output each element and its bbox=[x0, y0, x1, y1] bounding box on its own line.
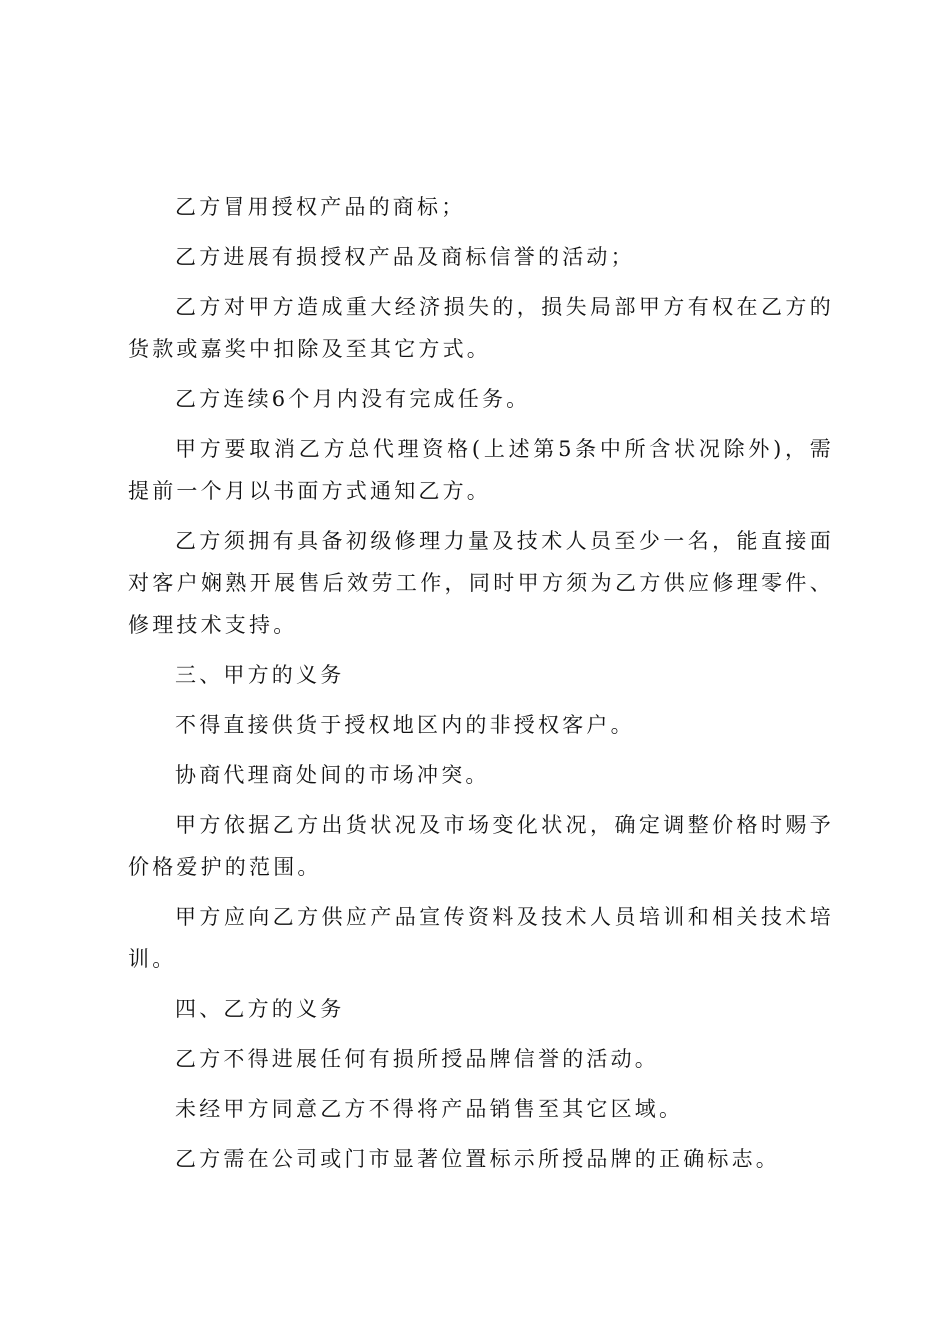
paragraph: 甲方依据乙方出货状况及市场变化状况，确定调整价格时赐予价格爱护的范围。 bbox=[128, 813, 834, 879]
paragraph: 甲方要取消乙方总代理资格(上述第5条中所含状况除外)，需提前一个月以书面方式通知乙方。 bbox=[128, 437, 834, 503]
paragraph: 协商代理商处间的市场冲突。 bbox=[175, 763, 490, 787]
paragraph: 乙方冒用授权产品的商标； bbox=[175, 195, 466, 219]
section-heading: 四、乙方的义务 bbox=[175, 997, 345, 1021]
paragraph: 甲方应向乙方供应产品宣传资料及技术人员培训和相关技术培训。 bbox=[128, 905, 834, 971]
document-body bbox=[128, 186, 834, 1180]
paragraph: 不得直接供货于授权地区内的非授权客户。 bbox=[175, 713, 635, 737]
paragraph: 乙方连续6个月内没有完成任务。 bbox=[175, 387, 531, 411]
paragraph: 乙方进展有损授权产品及商标信誉的活动； bbox=[175, 245, 635, 269]
paragraph: 乙方须拥有具备初级修理力量及技术人员至少一名，能直接面对客户娴熟开展售后效劳工作，同时甲方须为乙方供应修理零件、修理技术支持。 bbox=[128, 529, 834, 637]
paragraph: 乙方需在公司或门市显著位置标示所授品牌的正确标志。 bbox=[175, 1147, 780, 1171]
section-heading: 三、甲方的义务 bbox=[175, 663, 345, 687]
paragraph: 乙方不得进展任何有损所授品牌信誉的活动。 bbox=[175, 1047, 659, 1071]
paragraph: 乙方对甲方造成重大经济损失的，损失局部甲方有权在乙方的货款或嘉奖中扣除及至其它方式。 bbox=[128, 295, 834, 361]
paragraph: 未经甲方同意乙方不得将产品销售至其它区域。 bbox=[175, 1097, 684, 1121]
